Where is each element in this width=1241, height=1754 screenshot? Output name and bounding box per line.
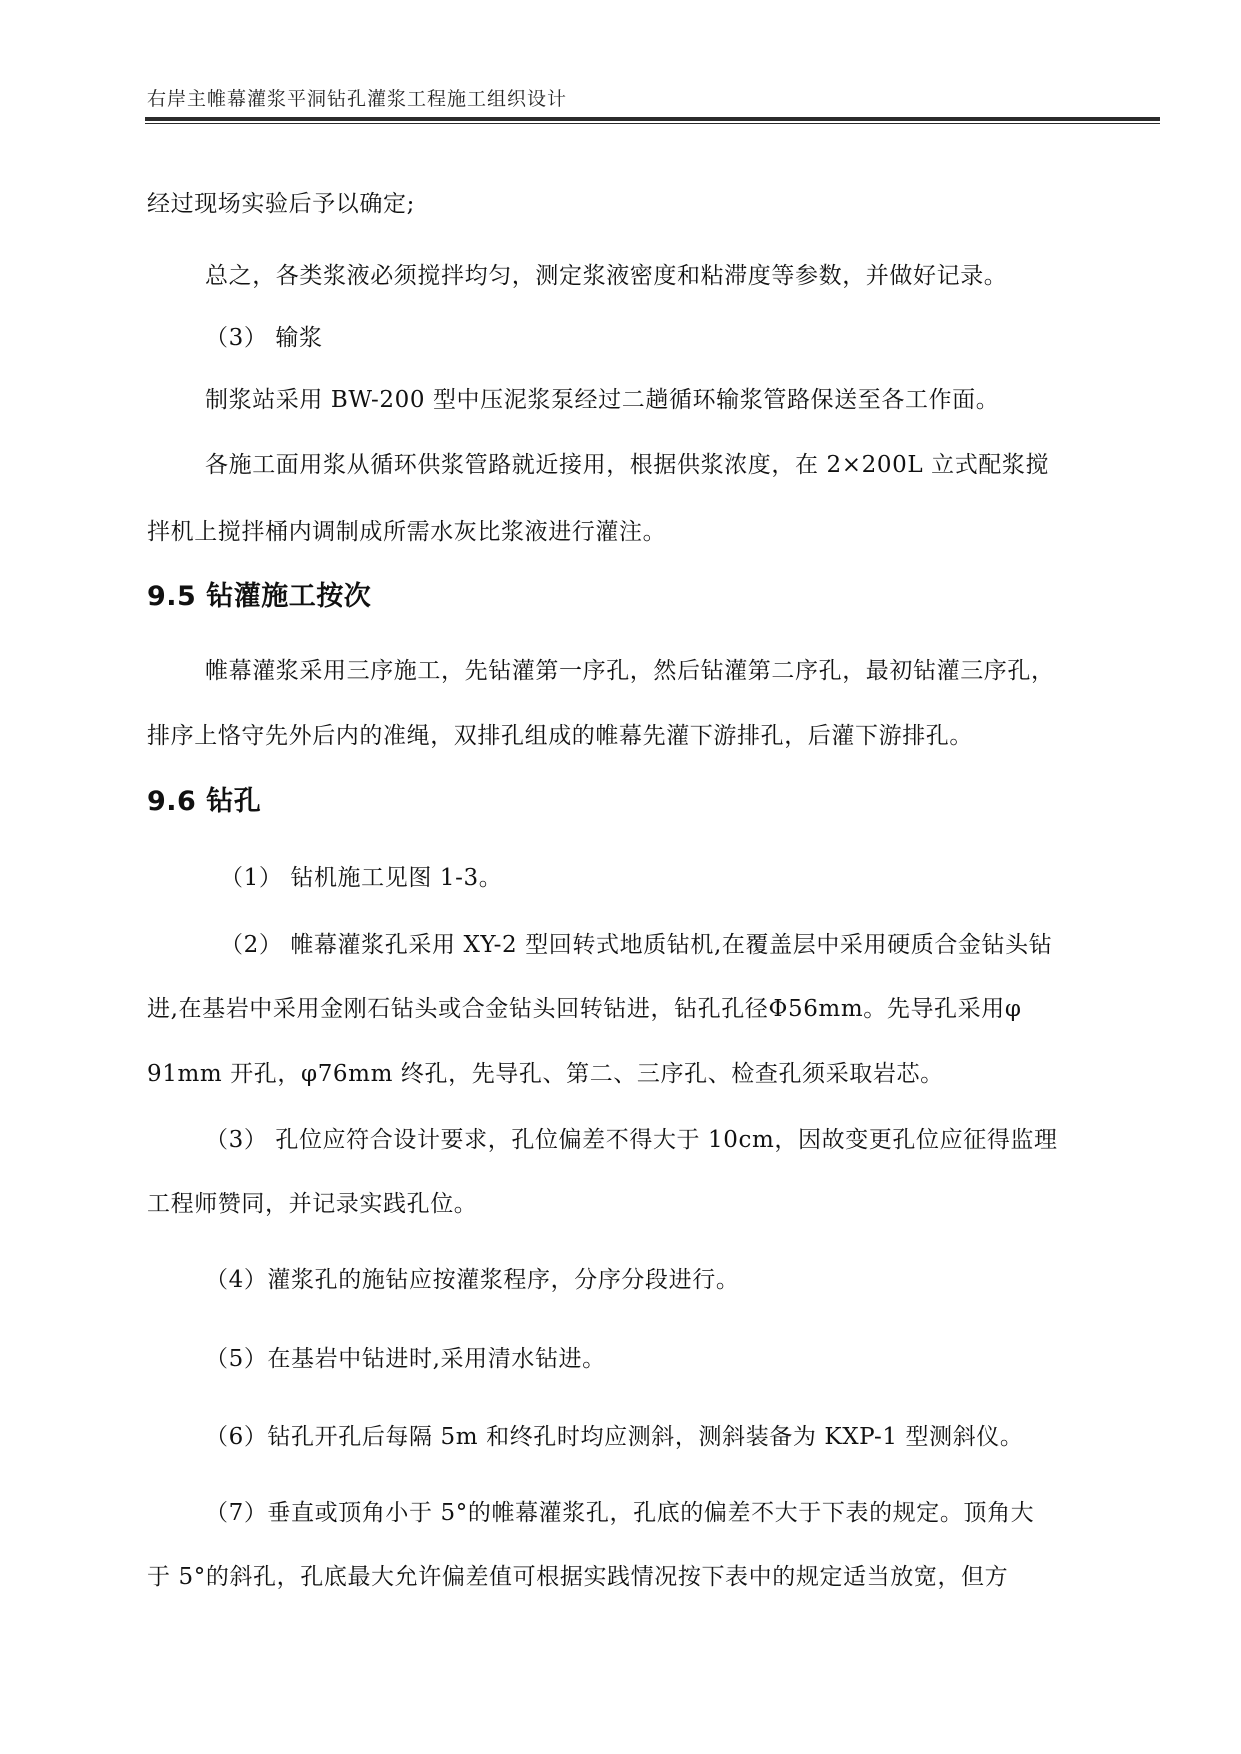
paragraph-line: 总之，各类浆液必须搅拌均匀，测定浆液密度和粘滞度等参数，并做好记录。 xyxy=(205,263,1008,289)
paragraph-line: （1） 钻机施工见图 1-3。 xyxy=(220,865,503,891)
page-header-title: 右岸主帷幕灌浆平洞钻孔灌浆工程施工组织设计 xyxy=(147,88,568,110)
paragraph-line: 拌机上搅拌桶内调制成所需水灰比浆液进行灌注。 xyxy=(147,519,667,545)
paragraph-line: 帷幕灌浆采用三序施工，先钻灌第一序孔，然后钻灌第二序孔，最初钻灌三序孔， xyxy=(205,658,1055,684)
section-heading-9-5: 9.5 钻灌施工按次 xyxy=(147,581,372,612)
paragraph-line: （7）垂直或顶角小于 5°的帷幕灌浆孔，孔底的偏差不大于下表的规定。顶角大 xyxy=(205,1500,1035,1526)
header-divider-thick xyxy=(145,117,1160,121)
paragraph-line: （3） 输浆 xyxy=(205,325,323,351)
paragraph-line: 制浆站采用 BW-200 型中压泥浆泵经过二趟循环输浆管路保送至各工作面。 xyxy=(205,387,1000,413)
paragraph-line: 进,在基岩中采用金刚石钻头或合金钻头回转钻进，钻孔孔径Φ56mm。先导孔采用φ xyxy=(147,996,1022,1022)
paragraph-line: （2） 帷幕灌浆孔采用 XY-2 型回转式地质钻机,在覆盖层中采用硬质合金钻头钻 xyxy=(220,932,1053,958)
paragraph-line: （6）钻孔开孔后每隔 5m 和终孔时均应测斜，测斜装备为 KXP-1 型测斜仪。 xyxy=(205,1424,1024,1450)
paragraph-line: （5）在基岩中钻进时,采用清水钻进。 xyxy=(205,1346,606,1372)
paragraph-line: 工程师赞同，并记录实践孔位。 xyxy=(147,1191,478,1217)
header-divider-thin xyxy=(145,123,1160,124)
paragraph-line: （3） 孔位应符合设计要求，孔位偏差不得大于 10cm，因故变更孔位应征得监理 xyxy=(205,1127,1058,1153)
section-heading-9-6: 9.6 钻孔 xyxy=(147,786,262,817)
paragraph-line: 91mm 开孔，φ76mm 终孔，先导孔、第二、三序孔、检查孔须采取岩芯。 xyxy=(147,1061,944,1087)
paragraph-line: 各施工面用浆从循环供浆管路就近接用，根据供浆浓度，在 2×200L 立式配浆搅 xyxy=(205,452,1050,478)
paragraph-line: （4）灌浆孔的施钻应按灌浆程序，分序分段进行。 xyxy=(205,1267,740,1293)
paragraph-line: 于 5°的斜孔，孔底最大允许偏差值可根据实践情况按下表中的规定适当放宽，但方 xyxy=(147,1564,1009,1590)
paragraph-line: 排序上恪守先外后内的准绳，双排孔组成的帷幕先灌下游排孔，后灌下游排孔。 xyxy=(147,723,973,749)
paragraph-line: 经过现场实验后予以确定; xyxy=(147,191,415,217)
